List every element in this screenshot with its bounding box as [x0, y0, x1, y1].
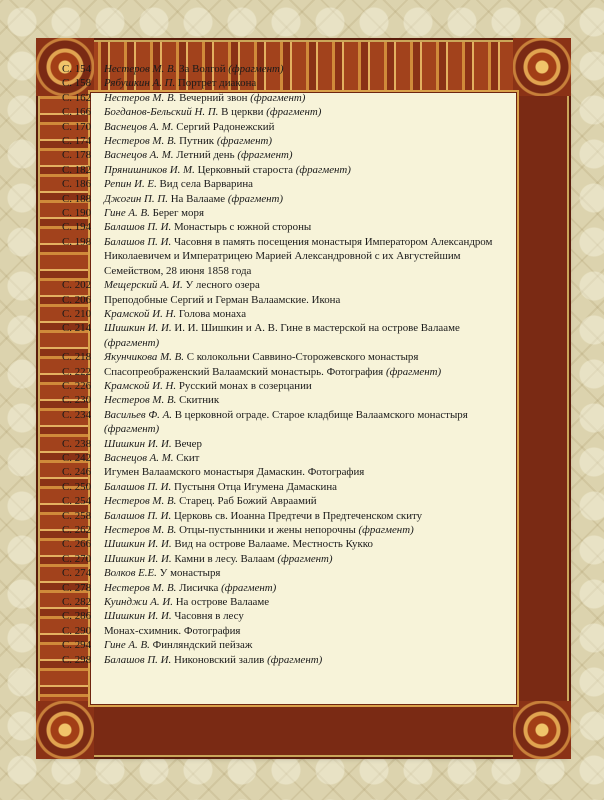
page-number: С. 198: [62, 235, 92, 248]
entry-description: [104, 465, 512, 479]
artwork-title: Игумен Валаамского монастыря Дамаскин. Фотография: [104, 466, 365, 479]
artist-name: Богданов-Бельский Н. П.: [104, 106, 219, 119]
list-item: [62, 566, 512, 580]
entry-description: [104, 365, 512, 379]
entry-description: [104, 595, 512, 609]
fragment-note: (фрагмент): [267, 653, 323, 666]
page-number: С. 258: [62, 509, 92, 522]
entry-description: [104, 177, 512, 191]
list-item: [62, 638, 512, 652]
artist-name: Нестеров М. В.: [104, 63, 177, 75]
artist-name: Шишкин И. И.: [104, 538, 172, 551]
page-number: С. 230: [62, 394, 92, 407]
list-item: [62, 321, 512, 350]
entry-description: [104, 163, 512, 177]
entry-description: [104, 408, 512, 437]
artwork-title: Скитник: [179, 394, 220, 407]
entry-description: [104, 552, 512, 566]
page-number: С. 190: [62, 207, 92, 220]
artist-name: Гине А. В.: [104, 639, 150, 652]
page-number: С. 246: [62, 466, 92, 479]
artwork-title: Никоновский залив: [173, 653, 265, 666]
list-item: [62, 177, 512, 191]
artwork-title: Старец. Раб Божий Авраамий: [179, 495, 317, 508]
artwork-title: Русский монах в созерцании: [178, 379, 312, 392]
list-item: [62, 437, 512, 451]
artist-name: Рябушкин А. П.: [104, 77, 176, 90]
artist-name: Нестеров М. В.: [104, 581, 177, 594]
artwork-title: Голова монаха: [178, 307, 247, 320]
artwork-title: Скит: [176, 451, 200, 464]
artwork-title: Спасопреображенский Валаамский монастырь. Фотография: [104, 365, 384, 378]
page-number: С. 262: [62, 524, 92, 536]
entry-description: [104, 638, 512, 652]
artwork-title: С колокольни Саввино-Сторожевского монастыря: [186, 351, 419, 364]
list-item: [62, 465, 512, 479]
artist-name: Васнецов А. М.: [104, 149, 174, 162]
entry-description: [104, 307, 512, 321]
artist-name: Васильев Ф. А.: [104, 408, 172, 421]
fragment-note: (фрагмент): [295, 163, 351, 176]
artist-name: Шишкин И. И.: [104, 610, 172, 623]
entry-description: [104, 62, 512, 76]
page-number: С. 222: [62, 365, 92, 378]
entry-description: [104, 192, 512, 206]
entry-description: [104, 581, 512, 595]
entry-description: [104, 235, 512, 278]
fragment-note: (фрагмент): [277, 552, 333, 565]
artwork-title: У лесного озера: [185, 279, 260, 292]
artist-name: Волков Е.Е.: [104, 567, 157, 580]
list-item: [62, 134, 512, 148]
list-item: [62, 76, 512, 90]
entry-description: [104, 278, 512, 292]
page-number: С. 238: [62, 437, 92, 450]
list-item: [62, 91, 512, 105]
list-item: [62, 148, 512, 162]
list-item: [62, 192, 512, 206]
entry-description: [104, 379, 512, 393]
artwork-title: За Волгой: [179, 63, 226, 75]
page-number: С. 270: [62, 552, 92, 565]
artist-name: Якунчикова М. В.: [104, 351, 184, 364]
page-number: С. 182: [62, 163, 92, 176]
entry-description: [104, 523, 512, 537]
page-number: С. 162: [62, 91, 92, 104]
page-number: С. 218: [62, 351, 92, 364]
entry-description: [104, 293, 512, 307]
page-number: С. 286: [62, 610, 92, 623]
artwork-title: Вечер: [174, 437, 202, 450]
page-number: С. 210: [62, 307, 92, 320]
entry-description: [104, 148, 512, 162]
corner-ornament-icon: [513, 38, 571, 96]
fragment-note: (фрагмент): [266, 106, 322, 119]
artist-name: Балашов П. И.: [104, 653, 172, 666]
page-number: С. 242: [62, 451, 92, 464]
page-number: С. 214: [62, 322, 92, 335]
page-number: С. 174: [62, 135, 92, 148]
list-item: [62, 595, 512, 609]
list-item: [62, 653, 512, 667]
list-item: [62, 480, 512, 494]
fragment-note: (фрагмент): [221, 581, 277, 594]
list-item: [62, 220, 512, 234]
corner-ornament-icon: [513, 701, 571, 759]
page-number: С. 278: [62, 581, 92, 594]
entry-description: [104, 494, 512, 508]
list-item: [62, 494, 512, 508]
page-number: С. 202: [62, 279, 92, 292]
artwork-title: Берег моря: [152, 207, 204, 220]
artist-name: Васнецов А. М.: [104, 451, 174, 464]
artist-name: Нестеров М. В.: [104, 135, 177, 148]
artwork-title: В церковной ограде. Старое кладбище Валаамского монастыря: [174, 408, 468, 421]
page-number: С. 166: [62, 106, 92, 119]
artwork-title: Вид села Варварина: [159, 178, 253, 191]
artist-name: Джогин П. П.: [104, 192, 168, 205]
page-number: С. 158: [62, 77, 92, 90]
page-number: С. 186: [62, 178, 92, 191]
artwork-title: На Валааме: [170, 192, 226, 205]
fragment-note: (фрагмент): [216, 135, 273, 148]
page-number: С. 154: [62, 63, 92, 75]
page-number: С. 234: [62, 408, 92, 421]
artist-name: Балашов П. И.: [104, 509, 172, 522]
artwork-title: Путник: [179, 135, 215, 148]
entry-description: [104, 350, 512, 364]
artist-name: Васнецов А. М.: [104, 120, 174, 133]
entry-description: [104, 480, 512, 494]
artist-name: Балашов П. И.: [104, 221, 172, 234]
artist-name: Куинджи А. И.: [104, 596, 173, 609]
fragment-note: (фрагмент): [228, 63, 284, 75]
artwork-title: У монастыря: [159, 567, 221, 580]
page-number: С. 178: [62, 149, 92, 162]
list-item: [62, 365, 512, 379]
entry-description: [104, 537, 512, 551]
fragment-note: (фрагмент): [227, 192, 284, 205]
artwork-title: Вечерний звон: [179, 91, 248, 104]
list-item: [62, 624, 512, 638]
artwork-title: Летний день: [176, 149, 235, 162]
artwork-title: В церкви: [221, 106, 264, 119]
illustration-list: [62, 62, 512, 667]
page-number: С. 254: [62, 495, 92, 508]
list-item: [62, 523, 512, 537]
list-item: [62, 552, 512, 566]
artwork-title: Церковный староста: [197, 163, 294, 176]
artist-name: Шишкин И. И.: [104, 552, 172, 565]
artwork-title: Церковь св. Иоанна Предтечи в Предтеченском скиту: [173, 509, 423, 522]
page-number: С. 226: [62, 379, 92, 392]
page-number: С. 266: [62, 538, 92, 551]
entry-description: [104, 134, 512, 148]
entry-description: [104, 451, 512, 465]
artist-name: Крамской И. Н.: [104, 379, 177, 392]
entry-description: [104, 509, 512, 523]
list-item: [62, 451, 512, 465]
list-item: [62, 379, 512, 393]
list-item: [62, 206, 512, 220]
artwork-title: Сергий Радонежский: [176, 120, 275, 133]
entry-description: [104, 206, 512, 220]
page-number: С. 274: [62, 567, 92, 580]
page-number: С. 298: [62, 653, 92, 666]
fragment-note: (фрагмент): [237, 149, 293, 162]
fragment-note: (фрагмент): [358, 524, 414, 536]
list-item: [62, 581, 512, 595]
list-item: [62, 293, 512, 307]
entry-description: [104, 220, 512, 234]
page-number: С. 194: [62, 221, 92, 234]
page-number: С. 294: [62, 639, 92, 652]
artwork-title: Монастырь с южной стороны: [173, 221, 312, 234]
artist-name: Нестеров М. В.: [104, 495, 177, 508]
fragment-note: (фрагмент): [250, 91, 306, 104]
fragment-note: (фрагмент): [104, 336, 160, 349]
list-item: [62, 408, 512, 437]
list-item: [62, 609, 512, 623]
page-number: С. 188: [62, 192, 92, 205]
entry-description: [104, 76, 512, 90]
artist-name: Балашов П. И.: [104, 235, 172, 248]
artist-name: Шишкин И. И.: [104, 322, 172, 335]
artwork-title: Пустыня Отца Игумена Дамаскина: [173, 480, 338, 493]
entry-description: [104, 120, 512, 134]
list-item: [62, 537, 512, 551]
artwork-title: Отцы-пустынники и жены непорочны: [179, 524, 356, 536]
corner-ornament-icon: [36, 701, 94, 759]
artwork-title: Камни в лесу. Валаам: [174, 552, 275, 565]
list-item: [62, 120, 512, 134]
artwork-title: Часовня в память посещения монастыря Императором Александром Николаевичем и Императрицею Марией Александровной с их Августейшим Семейством, 28 июня 1858 года: [104, 235, 493, 277]
page-number: С. 170: [62, 120, 92, 133]
artwork-title: На острове Валааме: [175, 596, 270, 609]
artist-name: Крамской И. Н.: [104, 307, 177, 320]
entry-description: [104, 393, 512, 407]
artist-name: Репин И. Е.: [104, 178, 157, 191]
page-number: С. 282: [62, 596, 92, 609]
artist-name: Гине А. В.: [104, 207, 150, 220]
list-item: [62, 235, 512, 278]
entry-description: [104, 105, 512, 119]
artwork-title: Финляндский пейзаж: [152, 639, 253, 652]
list-item: [62, 350, 512, 364]
artist-name: Мещерский А. И.: [104, 279, 183, 292]
artwork-title: Лисичка: [179, 581, 219, 594]
list-item: [62, 62, 512, 76]
list-item: [62, 509, 512, 523]
fragment-note: (фрагмент): [104, 423, 160, 436]
artist-name: Балашов П. И.: [104, 480, 172, 493]
entry-description: [104, 609, 512, 623]
list-item: [62, 105, 512, 119]
artist-name: Прянишников И. М.: [104, 163, 195, 176]
artwork-title: Преподобные Сергий и Герман Валаамские. Икона: [104, 293, 341, 306]
entry-description: [104, 321, 512, 350]
artwork-title: Портрет диакона: [177, 77, 257, 90]
list-item: [62, 307, 512, 321]
artwork-title: Монах-схимник. Фотография: [104, 624, 241, 637]
page-number: С. 250: [62, 480, 92, 493]
fragment-note: (фрагмент): [385, 365, 442, 378]
entry-description: [104, 437, 512, 451]
entry-description: [104, 653, 512, 667]
page-number: С. 290: [62, 624, 92, 637]
artwork-title: Часовня в лесу: [174, 610, 244, 623]
entry-description: [104, 91, 512, 105]
list-item: [62, 278, 512, 292]
artist-name: Нестеров М. В.: [104, 524, 177, 536]
artist-name: Нестеров М. В.: [104, 394, 177, 407]
list-item: [62, 163, 512, 177]
page-number: С. 206: [62, 293, 92, 306]
artwork-title: Вид на острове Валааме. Местность Кукко: [174, 538, 373, 551]
artist-name: Нестеров М. В.: [104, 91, 177, 104]
entry-description: [104, 566, 512, 580]
artist-name: Шишкин И. И.: [104, 437, 172, 450]
entry-description: [104, 624, 512, 638]
artwork-title: И. И. Шишкин и А. В. Гине в мастерской на острове Валааме: [174, 322, 460, 335]
list-item: [62, 393, 512, 407]
